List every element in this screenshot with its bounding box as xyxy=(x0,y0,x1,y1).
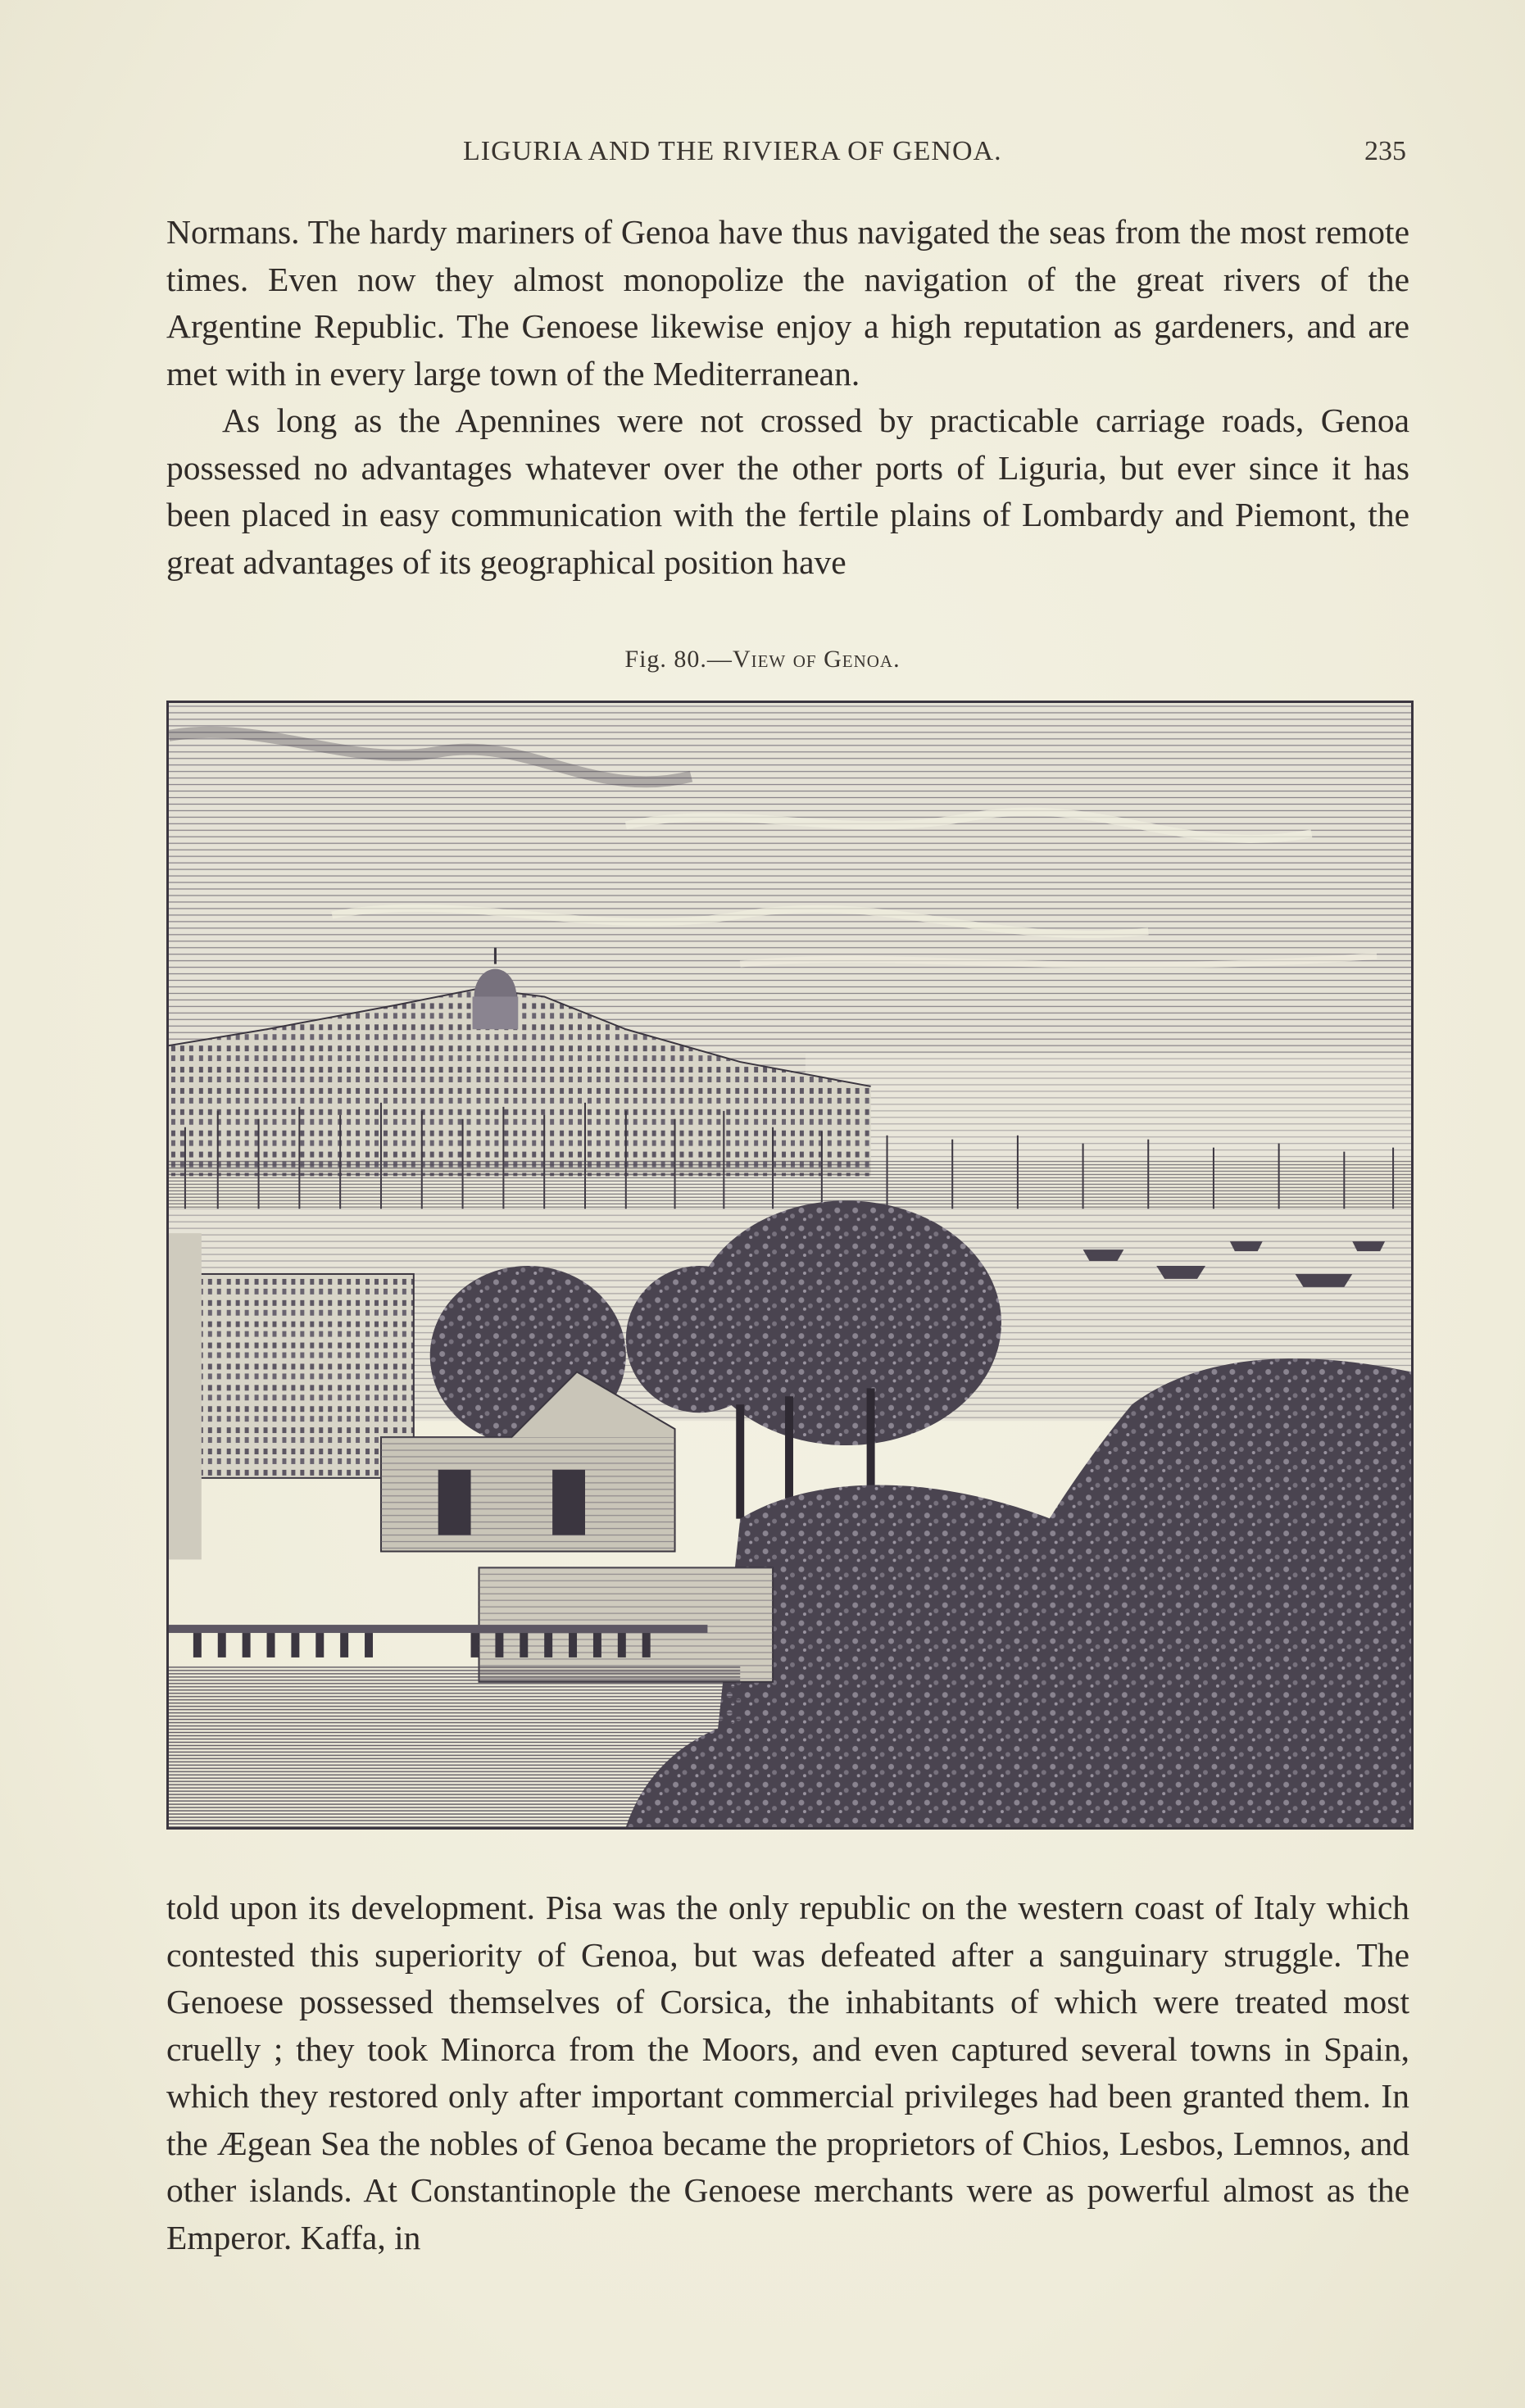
body-text-top xyxy=(166,209,1409,586)
page-number: 235 xyxy=(1364,136,1406,166)
paragraph: told upon its development. Pisa was the only republic on the western coast of Italy which contested this superiority of Genoa, but was defeated after a sanguinary struggle. The Genoese possessed themselves of Corsica, the inhabitants of which were treated most cruelly ; they took Minorca from the Moors, and even captured several towns in Spain, which they restored only after important commercial privileges had been granted them. In the Ægean Sea the nobles of Genoa became the proprietors of Chios, Lesbos, Lemnos, and other islands. At Constantinople the Genoese merchants were as powerful almost as the Emperor. Kaffa, in xyxy=(166,1889,1409,2256)
figure-caption-prefix: Fig. 80.— xyxy=(624,646,733,673)
figure-caption xyxy=(0,646,1525,673)
paragraph: As long as the Apennines were not crossed by practicable carriage roads, Genoa possessed no advantages whatever over the other ports of Liguria, but ever since it has been placed in easy communication with the fertile plains of Lombardy and Piemont, the great advantages of its geographical position have xyxy=(166,401,1409,581)
running-head: LIGURIA AND THE RIVIERA OF GENOA. xyxy=(463,136,1002,166)
engraving-illustration xyxy=(169,703,1411,1827)
engraving-view-of-genoa xyxy=(166,701,1414,1830)
body-text-bottom xyxy=(166,1884,1409,2261)
figure-caption-title: View of Genoa. xyxy=(732,646,901,673)
paragraph: Normans. The hardy mariners of Genoa have thus navigated the seas from the most remote times. Even now they almost monopolize the navigation of the great rivers of the Argentine Republic. The Genoese likewise enjoy a high reputation as gardeners, and are met with in every large town of the Mediterranean. xyxy=(166,213,1409,392)
